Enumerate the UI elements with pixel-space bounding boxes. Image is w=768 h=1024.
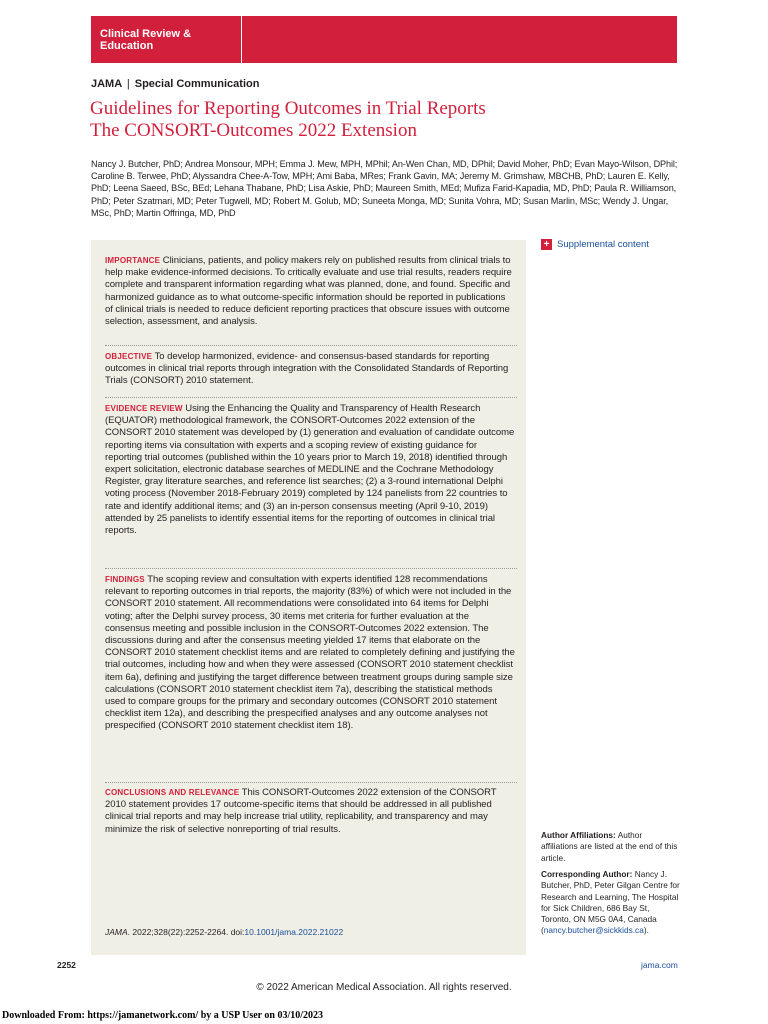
copyright-notice: © 2022 American Medical Association. All rights reserved. xyxy=(256,982,512,993)
article-type: Special Communication xyxy=(134,78,260,90)
abstract-divider xyxy=(105,568,517,569)
abstract-findings xyxy=(105,574,515,733)
abstract-importance xyxy=(105,255,515,328)
affiliations-text: Author affiliations are listed at the end of this article. xyxy=(541,830,678,863)
journal-name: JAMA xyxy=(91,78,122,90)
evidence-review-text: Using the Enhancing the Quality and Transparency of Health Research (EQUATOR) methodological framework, the CONSORT-Outcomes 2022 extension of the CONSORT 2010 statement was developed by (1) generation and evaluation of candidate outcome reporting items via consultation with experts and a scoping review of existing guidance for reporting trial outcomes (published within the 10 years prior to March 19, 2018) identified through expert solicitation, electronic database searches of MEDLINE and the Cochrane Methodology Register, gray literature searches, and reference list searches; (2) a 3-round international Delphi voting process (November 2018-February 2019) completed by 124 panelists from 22 countries to rate and identify additional items; and (3) an in-person consensus meeting (April 9-10, 2019) attended by 25 panelists to identify essential items for the reporting of outcomes in clinical trial reports. xyxy=(105,403,515,537)
conclusions-heading: CONCLUSIONS AND RELEVANCE xyxy=(105,788,240,797)
article-title: Guidelines for Reporting Outcomes in Trial Reports xyxy=(90,98,486,119)
download-notice: Downloaded From: https://jamanetwork.com/ by a USP User on 03/10/2023 xyxy=(2,1010,324,1021)
author-list: Nancy J. Butcher, PhD; Andrea Monsour, MPH; Emma J. Mew, MPH, MPhil; An-Wen Chan, MD, DPhil; David Moher, PhD; Evan Mayo-Wilson, DPhil; Caroline B. Terwee, PhD; Alyssandra Chee-A-Tow, MPH; Ami Baba, MRes; Frank Gavin, MA; Jeremy M. Grimshaw, MBCHB, PhD; Lauren E. Kelly, PhD; Leena Saeed, BSc, BEd; Lehana Thabane, PhD; Lisa Askie, PhD; Maureen Smith, MEd; Mufiza Farid-Kapadia, MD, PhD; Paula R. Williamson, PhD; Peter Szatmari, MD; Peter Tugwell, MD; Robert M. Golub, MD; Suneeta Monga, MD; Sunita Vohra, MD; Susan Marlin, MSc; Wendy J. Ungar, MSc, PhD; Martin Offringa, MD, PhD xyxy=(91,159,678,218)
site-link[interactable]: jama.com xyxy=(641,960,678,970)
objective-heading: OBJECTIVE xyxy=(105,352,153,361)
corresponding-text: Nancy J. Butcher, PhD, Peter Gilgan Centre for Research and Learning, The Hospital for Sick Children, 686 Bay St, Toronto, ON M5G 0A4, Canada ( xyxy=(541,869,680,936)
objective-text: To develop harmonized, evidence- and consensus-based standards for reporting outcomes in clinical trial reports through integration with the Consolidated Standards of Reporting Trials (CONSORT) 2010 statement. xyxy=(105,351,509,387)
page-number: 2252 xyxy=(57,960,76,970)
affiliations-label: Author Affiliations: xyxy=(541,830,616,840)
banner-bar xyxy=(242,16,677,63)
importance-heading: IMPORTANCE xyxy=(105,256,161,265)
abstract-divider xyxy=(105,397,517,398)
abstract-conclusions xyxy=(105,787,515,836)
conclusions-text: This CONSORT-Outcomes 2022 extension of the CONSORT 2010 statement provides 17 outcome-specific items that should be addressed in all published clinical trial reports and may help increase trial utility, replicability, and transparency and may minimize the risk of selective nonreporting of trial results. xyxy=(105,787,497,835)
supplemental-content-link[interactable] xyxy=(541,239,649,250)
findings-heading: FINDINGS xyxy=(105,575,145,584)
article-subtitle: The CONSORT-Outcomes 2022 Extension xyxy=(90,120,417,141)
article-title-block xyxy=(90,98,690,142)
corresponding-label: Corresponding Author: xyxy=(541,869,633,879)
supplemental-label: Supplemental content xyxy=(557,239,649,250)
abstract-objective xyxy=(105,351,515,388)
findings-text: The scoping review and consultation with experts identified 128 recommendations relevant to reporting outcomes in trial reports, the majority (83%) of which were not included in the CONSORT 2010 statement. All recommendations were consolidated into 64 items for Delphi voting; after the Delphi survey process, 30 items met criteria for further evaluation at the consensus meeting and possible inclusion in the CONSORT-Outcomes 2022 extension. The discussions during and after the consensus meeting yielded 17 items that elaborate on the CONSORT 2010 statement checklist items and are related to completely defining and justifying the trial outcomes, including how and when they were assessed (CONSORT 2010 statement checklist item 6a), defining and justifying the target difference between treatment groups during sample size calculations (CONSORT 2010 statement checklist item 7a), describing the statistical methods used to compare groups for the primary and secondary outcomes (CONSORT 2010 statement checklist item 12a), and describing the prespecified analyses and any outcome analyses not prespecified (CONSORT 2010 statement checklist item 18). xyxy=(105,574,515,732)
importance-text: Clinicians, patients, and policy makers rely on published results from clinical trials to help make evidence-informed decisions. To critically evaluate and use trial results, readers require complete and transparent information regarding what was planned, done, and found. Specific and harmonized guidance as to what outcome-specific information should be reported in publications of clinical trials is needed to reduce deficient reporting practices that obscure issues with outcome selection, assessment, and analysis. xyxy=(105,255,512,328)
abstract-evidence-review xyxy=(105,403,515,537)
corresponding-author xyxy=(541,869,681,937)
banner-label: Clinical Review & Education xyxy=(100,27,192,52)
citation-journal: JAMA xyxy=(105,927,128,937)
author-affiliations xyxy=(541,830,681,864)
plus-icon: + xyxy=(541,239,552,250)
abstract-divider xyxy=(105,345,517,346)
article-type-label xyxy=(91,78,259,90)
doi-link[interactable]: 10.1001/jama.2022.21022 xyxy=(244,927,344,937)
citation-details: . 2022;328(22):2252-2264. doi: xyxy=(127,927,245,937)
abstract-divider xyxy=(105,782,517,783)
citation-line xyxy=(105,927,343,937)
evidence-review-heading: EVIDENCE REVIEW xyxy=(105,404,183,413)
separator: | xyxy=(126,78,130,90)
email-link[interactable]: nancy.butcher@sickkids.ca xyxy=(543,925,644,936)
corresponding-end: ). xyxy=(643,925,649,936)
section-banner xyxy=(91,16,241,63)
